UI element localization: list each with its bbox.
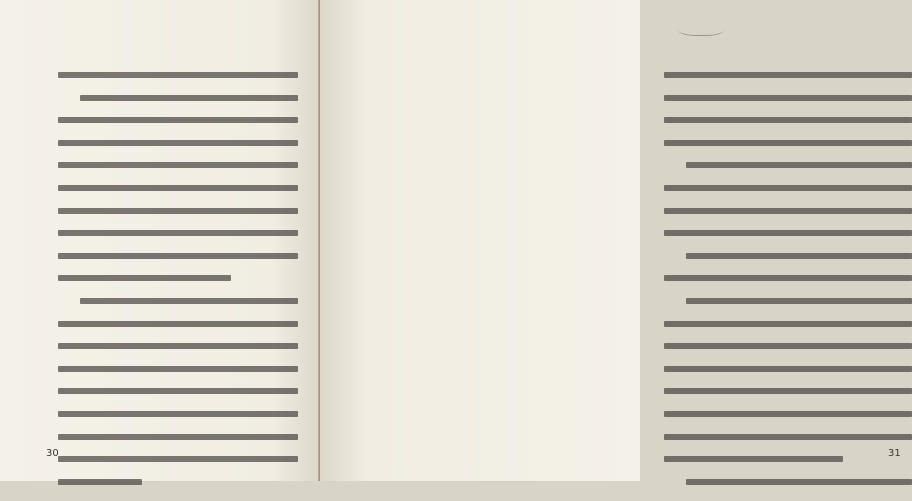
text-line — [58, 411, 298, 417]
text-line — [686, 298, 912, 304]
right-page-text — [664, 72, 912, 501]
text-line — [58, 208, 298, 214]
text-line — [664, 434, 912, 440]
text-line — [58, 343, 298, 349]
right-page-header — [670, 16, 724, 40]
text-line — [664, 456, 843, 462]
text-line — [664, 388, 912, 394]
text-line — [664, 208, 912, 214]
text-line — [664, 72, 912, 78]
text-line — [58, 140, 298, 146]
text-line — [58, 72, 298, 78]
text-line — [80, 95, 298, 101]
left-page — [0, 0, 320, 481]
text-line — [58, 117, 298, 123]
text-line — [664, 230, 912, 236]
text-line — [58, 275, 231, 281]
text-line — [664, 117, 912, 123]
text-line — [686, 162, 912, 168]
text-line — [664, 275, 912, 281]
text-line — [664, 411, 912, 417]
left-page-number: 30 — [46, 448, 59, 459]
text-line — [58, 456, 298, 462]
text-line — [80, 298, 298, 304]
right-page-number: 31 — [888, 448, 901, 459]
text-line — [58, 253, 298, 259]
text-line — [686, 253, 912, 259]
right-page — [320, 0, 901, 481]
text-line — [58, 230, 298, 236]
text-line — [58, 366, 298, 372]
text-line — [664, 343, 912, 349]
text-line — [58, 185, 298, 191]
text-line — [58, 388, 298, 394]
left-page-text — [58, 72, 298, 501]
text-line — [664, 321, 912, 327]
text-line — [58, 321, 298, 327]
text-line — [664, 185, 912, 191]
text-line — [58, 479, 142, 485]
text-line — [686, 479, 912, 485]
text-line — [58, 162, 298, 168]
text-line — [664, 95, 912, 101]
text-line — [664, 140, 912, 146]
text-line — [58, 434, 298, 440]
text-line — [664, 366, 912, 372]
header-ornament-icon — [678, 21, 724, 36]
